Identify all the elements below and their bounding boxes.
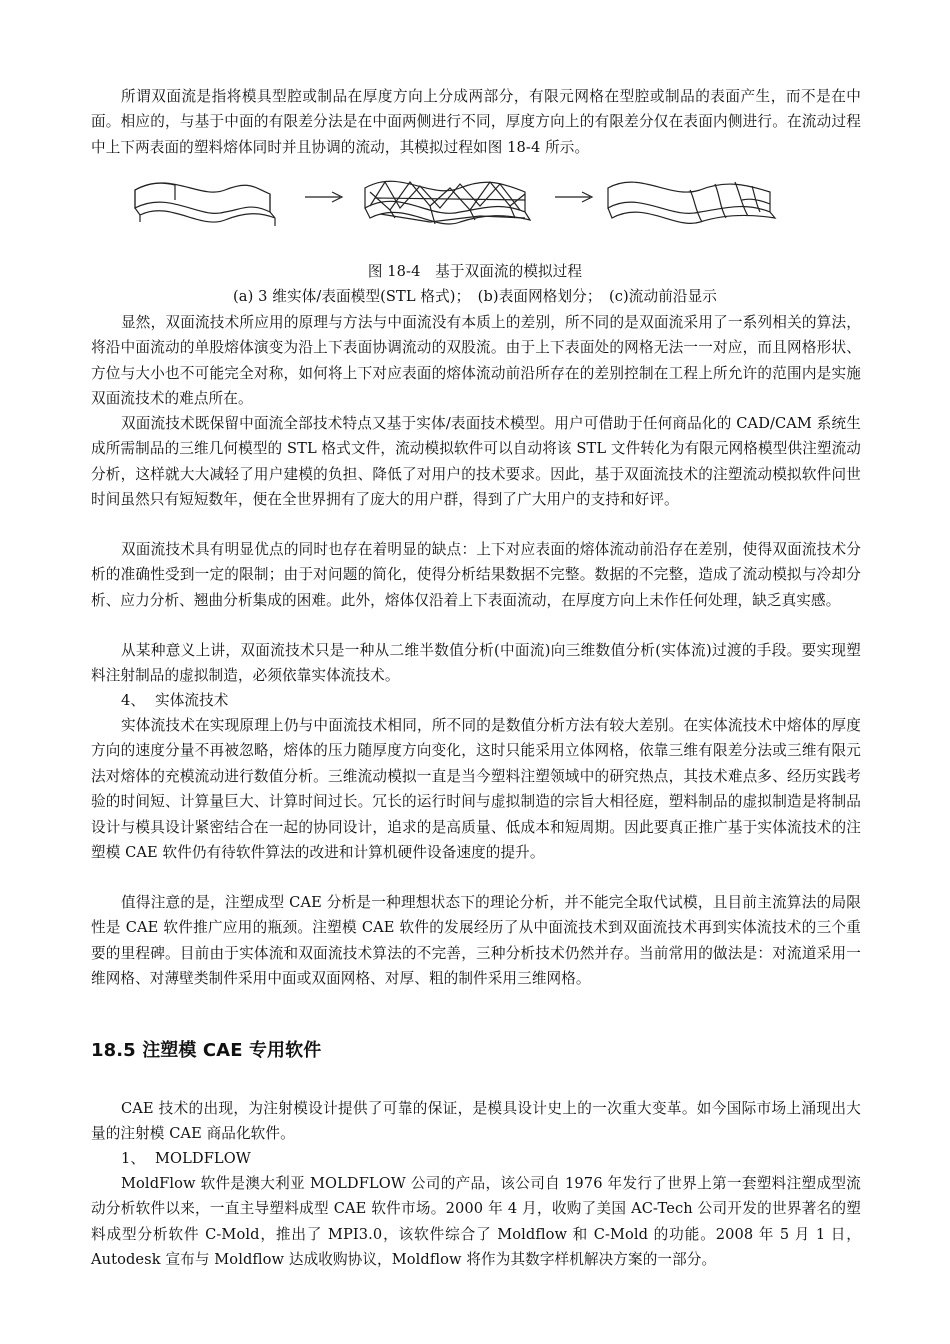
list-item-solid-flow [121, 688, 228, 713]
section-number: 18.5 [91, 1040, 136, 1061]
list-item-moldflow [121, 1146, 251, 1171]
figure-18-4-simulation-process [130, 160, 780, 250]
list-item-label: 实体流技术 [155, 692, 229, 709]
flow-front-display-image [608, 182, 775, 223]
list-item-number: 4、 [121, 692, 146, 709]
paragraph-double-sided-flow-principle: 显然，双面流技术所应用的原理与方法与中面流没有本质上的差别，所不同的是双面流采用了一系列相关的算法，将沿中面流动的单股熔体演变为沿上下表面协调流动的双股流。由于上下表面处的网格无法一一对应，而且网格形状、方位与大小也不可能完全对称，如何将上下对应表面的熔体流动前沿所存在的差别控制在工程上所允许的范围内是实施双面流技术的难点所在。 [91, 314, 861, 408]
section-heading [91, 1038, 321, 1063]
paragraph-double-sided-flow-advantages: 双面流技术既保留中面流全部技术特点又基于实体/表面技术模型。用户可借助于任何商品化的 CAD/CAM 系统生成所需制品的三维几何模型的 STL 格式文件，流动模拟软件可以自动将该 STL 文件转化为有限元网格模型供注塑流动分析，这样就大大减轻了用户建模的负担、降低了对用户的技术要求。因此，基于双面流技术的注塑流动模拟软件问世时间虽然只有短短数年，便在全世界拥有了庞大的用户群，得到了广大用户的支持和好评。 [91, 415, 861, 509]
paragraph-cae-notes: 值得注意的是，注塑成型 CAE 分析是一种理想状态下的理论分析，并不能完全取代试模，且目前主流算法的局限性是 CAE 软件推广应用的瓶颈。注塑模 CAE 软件的发展经历了从中面流技术到双面流技术再到实体流技术的三个重要的里程碑。目前由于实体流和双面流技术算法的不完善，三种分析技术仍然并存。当前常用的做法是：对流道采用一维网格、对薄壁类制件采用中面或双面网格、对厚、粗的制件采用三维网格。 [91, 894, 861, 988]
section-title: 注塑模 CAE 专用软件 [142, 1040, 322, 1061]
paragraph-cae-software-intro: CAE 技术的出现，为注射模设计提供了可靠的保证，是模具设计史上的一次重大变革。如今国际市场上涌现出大量的注射模 CAE 商品化软件。 [91, 1100, 861, 1143]
figure-subcaption: (a) 3 维实体/表面模型(STL 格式)； (b)表面网格划分； (c)流动前沿显示 [233, 288, 717, 305]
paragraph-double-sided-flow-drawbacks: 双面流技术具有明显优点的同时也存在着明显的缺点：上下对应表面的熔体流动前沿存在差别，使得双面流技术分析的准确性受到一定的限制；由于对问题的简化，使得分析结果数据不完整。数据的不完整，造成了流动模拟与冷却分析、应力分析、翘曲分析集成的困难。此外，熔体仅沿着上下表面流动，在厚度方向上未作任何处理，缺乏真实感。 [91, 541, 861, 609]
list-item-number: 1、 [121, 1150, 146, 1167]
paragraph-double-sided-flow-intro: 所谓双面流是指将模具型腔或制品在厚度方向上分成两部分，有限元网格在型腔或制品的表面产生，而不是在中面。相应的，与基于中面的有限差分法是在中面两侧进行不同，厚度方向上的有限差分仅在表面内侧进行。在流动过程中上下两表面的塑料熔体同时并且协调的流动，其模拟过程如图 18-4 所示。 [91, 88, 861, 156]
solid-surface-model-image [135, 183, 275, 226]
arrow-right-icon [555, 192, 592, 202]
paragraph-transition-technology: 从某种意义上讲，双面流技术只是一种从二维半数值分析(中面流)向三维数值分析(实体流)过渡的手段。要实现塑料注射制品的虚拟制造，必须依靠实体流技术。 [91, 642, 861, 685]
list-item-label: MOLDFLOW [155, 1150, 251, 1167]
surface-mesh-model-image [365, 181, 530, 224]
arrow-right-icon [305, 192, 342, 202]
paragraph-solid-flow-technology: 实体流技术在实现原理上仍与中面流技术相同，所不同的是数值分析方法有较大差别。在实体流技术中熔体的厚度方向的速度分量不再被忽略，熔体的压力随厚度方向变化，这时只能采用立体网格，依靠三维有限差分法或三维有限元法对熔体的充模流动进行数值分析。三维流动模拟一直是当今塑料注塑领域中的研究热点，其技术难点多、经历实践考验的时间短、计算量巨大、计算时间过长。冗长的运行时间与虚拟制造的宗旨大相径庭，塑料制品的虚拟制造是将制品设计与模具设计紧密结合在一起的协同设计，追求的是高质量、低成本和短周期。因此要真正推广基于实体流技术的注塑模 CAE 软件仍有待软件算法的改进和计算机硬件设备速度的提升。 [91, 717, 861, 862]
paragraph-moldflow-history: MoldFlow 软件是澳大利亚 MOLDFLOW 公司的产品，该公司自 1976 年发行了世界上第一套塑料注塑成型流动分析软件以来，一直主导塑料成型 CAE 软件市场。2000 年 4 月，收购了美国 AC-Tech 公司开发的世界著名的塑料成型分析软件 C-Mold，推出了 MPI3.0，该软件综合了 Moldflow 和 C-Mold 的功能。2008 年 5 月 1 日，Autodesk 宣布与 Moldflow 达成收购协议，Moldflow 将作为其数字样机解决方案的一部分。 [91, 1175, 861, 1269]
figure-caption: 图 18-4 基于双面流的模拟过程 [367, 263, 583, 280]
